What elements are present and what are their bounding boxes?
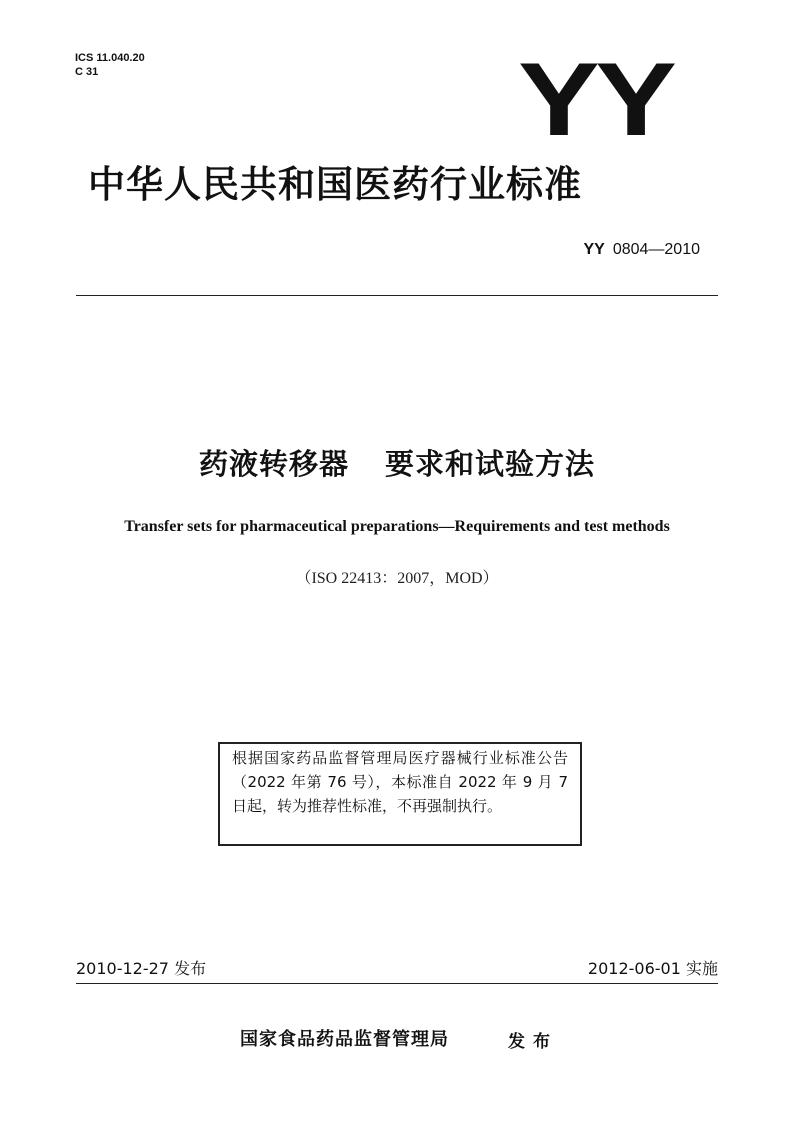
- classification-codes: [75, 51, 145, 79]
- standard-prefix: YY: [583, 241, 605, 258]
- top-divider: [76, 295, 718, 296]
- issue-label: 发布: [508, 1032, 558, 1052]
- document-title-cn: [0, 444, 794, 484]
- effective-date: 2012-06-01 实施: [587, 959, 718, 978]
- bottom-divider: [76, 983, 718, 984]
- standard-category-title: 中华人民共和国医药行业标准: [88, 163, 582, 206]
- notice-box: [218, 742, 582, 846]
- document-title-en: Transfer sets for pharmaceutical preparations—Requirements and test methods: [124, 518, 670, 535]
- ics-code: ICS 11.040.20: [75, 52, 145, 64]
- ccs-code: C 31: [75, 66, 99, 78]
- standard-number: [583, 240, 700, 260]
- title-cn-subject: 药液转移器: [198, 447, 349, 481]
- iso-reference: （ISO 22413：2007，MOD）: [295, 570, 499, 587]
- standard-code: 0804—2010: [612, 241, 700, 258]
- title-cn-scope: 要求和试验方法: [385, 447, 596, 481]
- issuing-authority: 国家食品药品监督管理局: [240, 1029, 449, 1050]
- yy-logo: YY: [518, 42, 673, 158]
- notice-text: 根据国家药品监督管理局医疗器械行业标准公告（2022 年第 76 号），本标准自 2022 年 9 月 7 日起，转为推荐性标准，不再强制执行。: [232, 749, 568, 815]
- publish-date: 2010-12-27 发布: [76, 959, 207, 978]
